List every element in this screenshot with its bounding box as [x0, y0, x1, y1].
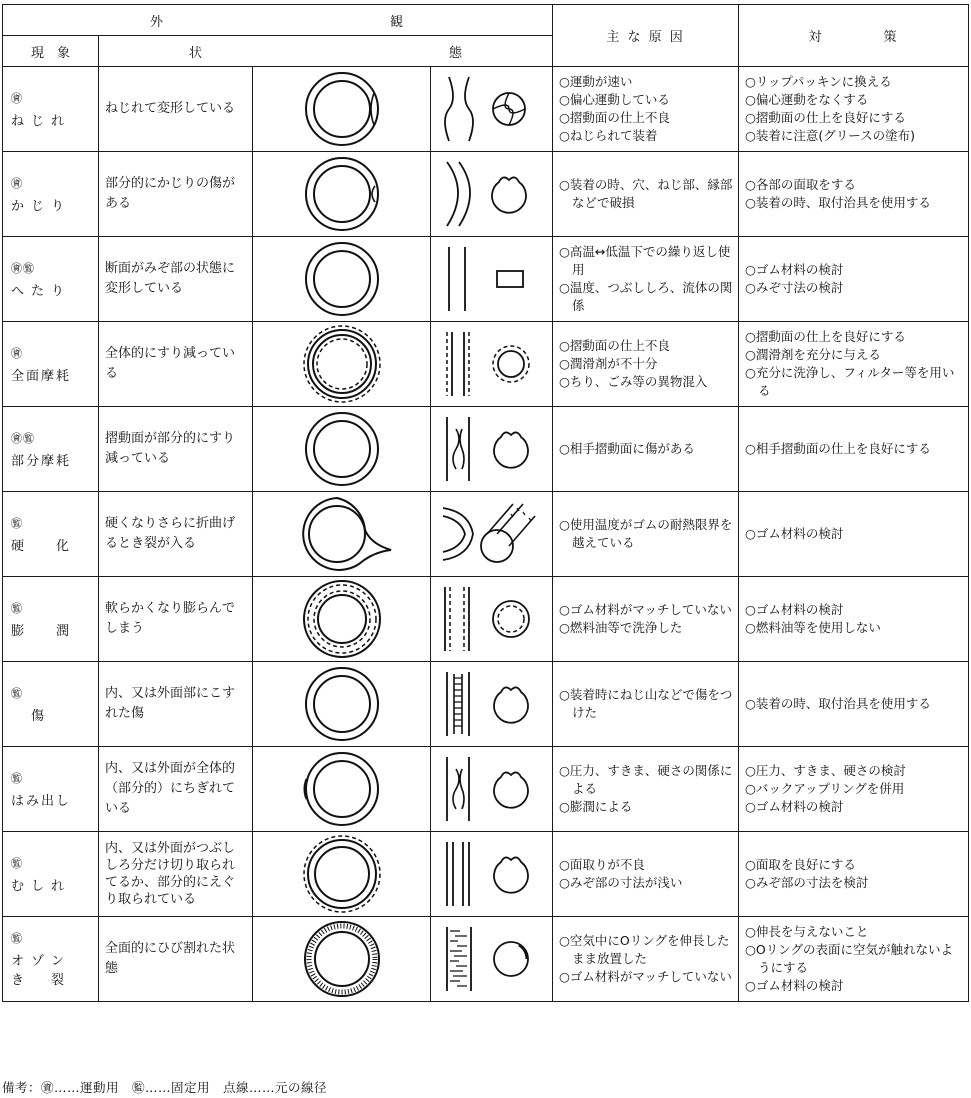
cause-cell — [553, 67, 739, 152]
countermeasure-item: ○燃料油等を使用しない — [745, 620, 881, 635]
cause-cell — [553, 237, 739, 322]
countermeasure-cell — [739, 407, 969, 492]
cause-item: ○温度、つぶししろ、流体の関係 — [559, 280, 733, 313]
oring-scratch-diagram — [287, 664, 397, 744]
cause-item: ○摺動面の仕上不良 — [559, 110, 670, 125]
table-row — [3, 662, 969, 747]
oring-twist-diagram — [287, 69, 397, 149]
cause-item: ○運動が速い — [559, 74, 633, 89]
usage-mark: ㊬ — [11, 516, 23, 530]
harden-section-diagram — [437, 494, 547, 574]
state-description: 内、又は外面がつぶししろ分だけ切り取られてるか、部分的にえぐり取られている — [99, 832, 253, 917]
phenomenon-cell — [3, 662, 99, 747]
countermeasure-item: ○ゴム材料の検討 — [745, 978, 844, 993]
cause-cell — [553, 832, 739, 917]
state-description: 内、又は外面が全体的（部分的）にちぎれている — [99, 747, 253, 832]
ring-figure — [253, 662, 431, 747]
table-row — [3, 577, 969, 662]
ozone-crack-section-diagram — [437, 919, 547, 999]
ring-figure — [253, 67, 431, 152]
cause-item: ○みぞ部の寸法が浅い — [559, 875, 683, 890]
ring-figure — [253, 577, 431, 662]
usage-mark: ㊬ — [11, 932, 23, 945]
cause-item: ○面取りが不良 — [559, 857, 645, 872]
countermeasure-cell — [739, 492, 969, 577]
phenomenon-cell — [3, 832, 99, 917]
state-description: 全面的にひび割れた状態 — [99, 917, 253, 1002]
cause-item: ○ねじられて装着 — [559, 128, 658, 143]
state-description: 部分的にかじりの傷がある — [99, 152, 253, 237]
oring-partial-wear-diagram — [287, 409, 397, 489]
header-cause: 主 な 原 因 — [553, 5, 739, 67]
countermeasure-item: ○摺動面の仕上を良好にする — [745, 110, 906, 125]
table-row — [3, 322, 969, 407]
table-row — [3, 747, 969, 832]
header-state: 状 態 — [99, 36, 553, 67]
header-countermeasure: 対 策 — [739, 5, 969, 67]
countermeasure-item: ○Oリングの表面に空気が触れないようにする — [745, 942, 954, 975]
ring-figure — [253, 747, 431, 832]
oring-harden-diagram — [287, 494, 397, 574]
cause-cell — [553, 917, 739, 1002]
ring-figure — [253, 917, 431, 1002]
phenomenon-name: 膨 潤 — [11, 623, 72, 639]
state-description: 硬くなりさらに折曲げるとき裂が入る — [99, 492, 253, 577]
swell-section-diagram — [437, 579, 547, 659]
table-row — [3, 492, 969, 577]
section-figure — [431, 662, 553, 747]
phenomenon-cell — [3, 917, 99, 1002]
cause-cell — [553, 662, 739, 747]
cause-item: ○燃料油等で洗浄した — [559, 620, 683, 635]
set-section-diagram — [437, 239, 547, 319]
ring-figure — [253, 492, 431, 577]
header-appearance: 外 観 — [3, 5, 553, 36]
cause-item: ○空気中にOリングを伸長したまま放置した — [559, 933, 730, 966]
section-figure — [431, 492, 553, 577]
ring-figure — [253, 407, 431, 492]
phenomenon-name: 部分摩耗 — [11, 453, 72, 469]
countermeasure-item: ○装着に注意(グリースの塗布) — [745, 128, 916, 143]
section-figure — [431, 67, 553, 152]
twist-section-diagram — [437, 69, 547, 149]
phenomenon-cell — [3, 747, 99, 832]
ring-figure — [253, 832, 431, 917]
cause-item: ○装着の時、穴、ねじ部、縁部などで破損 — [559, 177, 733, 210]
usage-mark: ㊬ — [11, 686, 23, 700]
legend-note: 備考：㊮……運動用 ㊬……固定用 点線……元の線径 — [2, 1080, 328, 1095]
usage-mark: ㊬ — [11, 856, 23, 870]
phenomenon-cell — [3, 407, 99, 492]
tearing-section-diagram — [437, 834, 547, 914]
countermeasure-item: ○伸長を与えないこと — [745, 924, 869, 939]
phenomenon-name: オゾン き 裂 — [11, 954, 72, 988]
cause-item: ○高温↔低温下での繰り返し使用 — [559, 244, 731, 277]
table-row — [3, 67, 969, 152]
section-figure — [431, 407, 553, 492]
cause-cell — [553, 747, 739, 832]
state-description: 摺動面が部分的にすり減っている — [99, 407, 253, 492]
failure-table — [2, 4, 969, 1002]
section-figure — [431, 832, 553, 917]
section-figure — [431, 747, 553, 832]
usage-mark: ㊬ — [11, 771, 23, 785]
countermeasure-item: ○装着の時、取付治具を使用する — [745, 195, 931, 210]
cause-item: ○膨潤による — [559, 799, 633, 814]
partial-wear-section-diagram — [437, 409, 547, 489]
section-figure — [431, 322, 553, 407]
countermeasure-item: ○潤滑剤を充分に与える — [745, 347, 881, 362]
ring-figure — [253, 322, 431, 407]
section-figure — [431, 237, 553, 322]
cause-cell — [553, 492, 739, 577]
countermeasure-item: ○みぞ寸法の検討 — [745, 280, 844, 295]
section-figure — [431, 152, 553, 237]
table-row — [3, 832, 969, 917]
countermeasure-cell — [739, 67, 969, 152]
section-figure — [431, 917, 553, 1002]
table-row — [3, 407, 969, 492]
countermeasure-item: ○ゴム材料の検討 — [745, 526, 844, 541]
phenomenon-name: ねじれ — [11, 113, 72, 129]
countermeasure-item: ○ゴム材料の検討 — [745, 799, 844, 814]
wear-section-diagram — [437, 324, 547, 404]
state-description: 全体的にすり減っている — [99, 322, 253, 407]
phenomenon-cell — [3, 67, 99, 152]
ring-figure — [253, 152, 431, 237]
ring-figure — [253, 237, 431, 322]
state-description: 軟らかくなり膨らんでしまう — [99, 577, 253, 662]
section-figure — [431, 577, 553, 662]
nick-section-diagram — [437, 154, 547, 234]
cause-cell — [553, 152, 739, 237]
cause-cell — [553, 577, 739, 662]
oring-wear-diagram — [287, 324, 397, 404]
cause-item: ○ちり、ごみ等の異物混入 — [559, 374, 708, 389]
phenomenon-cell — [3, 152, 99, 237]
usage-mark: ㊬ — [11, 601, 23, 615]
state-description: ねじれて変形している — [99, 67, 253, 152]
header-phenomenon: 現 象 — [3, 36, 99, 67]
countermeasure-item: ○リップパッキンに換える — [745, 74, 892, 89]
phenomenon-name: かじり — [11, 198, 72, 214]
cause-cell — [553, 322, 739, 407]
countermeasure-item: ○ゴム材料の検討 — [745, 262, 844, 277]
phenomenon-name: むしれ — [11, 878, 72, 894]
phenomenon-name: 硬 化 — [11, 538, 72, 554]
countermeasure-cell — [739, 237, 969, 322]
table-row — [3, 152, 969, 237]
cause-item: ○相手摺動面に傷がある — [559, 441, 695, 456]
state-description: 断面がみぞ部の状態に変形している — [99, 237, 253, 322]
usage-mark: ㊮㊬ — [11, 261, 35, 275]
countermeasure-item: ○装着の時、取付治具を使用する — [745, 696, 931, 711]
countermeasure-item: ○ゴム材料の検討 — [745, 602, 844, 617]
phenomenon-cell — [3, 237, 99, 322]
cause-item: ○ゴム材料がマッチしていない — [559, 969, 732, 984]
countermeasure-item: ○各部の面取をする — [745, 177, 856, 192]
phenomenon-cell — [3, 492, 99, 577]
oring-extrusion-diagram — [287, 749, 397, 829]
cause-item: ○ゴム材料がマッチしていない — [559, 602, 732, 617]
table-row — [3, 237, 969, 322]
oring-tearing-diagram — [287, 834, 397, 914]
phenomenon-cell — [3, 577, 99, 662]
countermeasure-item: ○圧力、すきま、硬さの検討 — [745, 763, 906, 778]
countermeasure-cell — [739, 152, 969, 237]
phenomenon-name: 全面摩耗 — [11, 368, 72, 384]
countermeasure-item: ○面取を良好にする — [745, 857, 856, 872]
countermeasure-cell — [739, 322, 969, 407]
cause-item: ○潤滑剤が不十分 — [559, 356, 658, 371]
cause-item: ○装着時にねじ山などで傷をつけた — [559, 687, 733, 720]
phenomenon-name: へたり — [11, 283, 72, 299]
countermeasure-cell — [739, 832, 969, 917]
usage-mark: ㊮㊬ — [11, 431, 35, 445]
extrusion-section-diagram — [437, 749, 547, 829]
usage-mark: ㊮ — [11, 91, 23, 105]
countermeasure-item: ○偏心運動をなくする — [745, 92, 869, 107]
countermeasure-cell — [739, 917, 969, 1002]
cause-item: ○摺動面の仕上不良 — [559, 338, 670, 353]
cause-item: ○偏心運動している — [559, 92, 670, 107]
usage-mark: ㊮ — [11, 176, 23, 190]
usage-mark: ㊮ — [11, 346, 23, 360]
oring-set-diagram — [287, 239, 397, 319]
state-description: 内、又は外面部にこすれた傷 — [99, 662, 253, 747]
countermeasure-item: ○相手摺動面の仕上を良好にする — [745, 441, 931, 456]
phenomenon-name: はみ出し — [11, 793, 72, 809]
countermeasure-cell — [739, 747, 969, 832]
table-row — [3, 917, 969, 1002]
cause-cell — [553, 407, 739, 492]
scratch-section-diagram — [437, 664, 547, 744]
countermeasure-item: ○摺動面の仕上を良好にする — [745, 329, 906, 344]
countermeasure-item: ○みぞ部の寸法を検討 — [745, 875, 869, 890]
countermeasure-cell — [739, 577, 969, 662]
countermeasure-item: ○バックアップリングを併用 — [745, 781, 905, 796]
oring-ozone-crack-diagram — [287, 919, 397, 999]
countermeasure-item: ○充分に洗浄し、フィルター等を用いる — [745, 365, 955, 398]
cause-item: ○圧力、すきま、硬さの関係による — [559, 763, 733, 796]
oring-nick-diagram — [287, 154, 397, 234]
cause-item: ○使用温度がゴムの耐熱限界を越えている — [559, 517, 733, 550]
oring-swell-diagram — [287, 579, 397, 659]
countermeasure-cell — [739, 662, 969, 747]
phenomenon-name: 傷 — [11, 708, 52, 724]
phenomenon-cell — [3, 322, 99, 407]
